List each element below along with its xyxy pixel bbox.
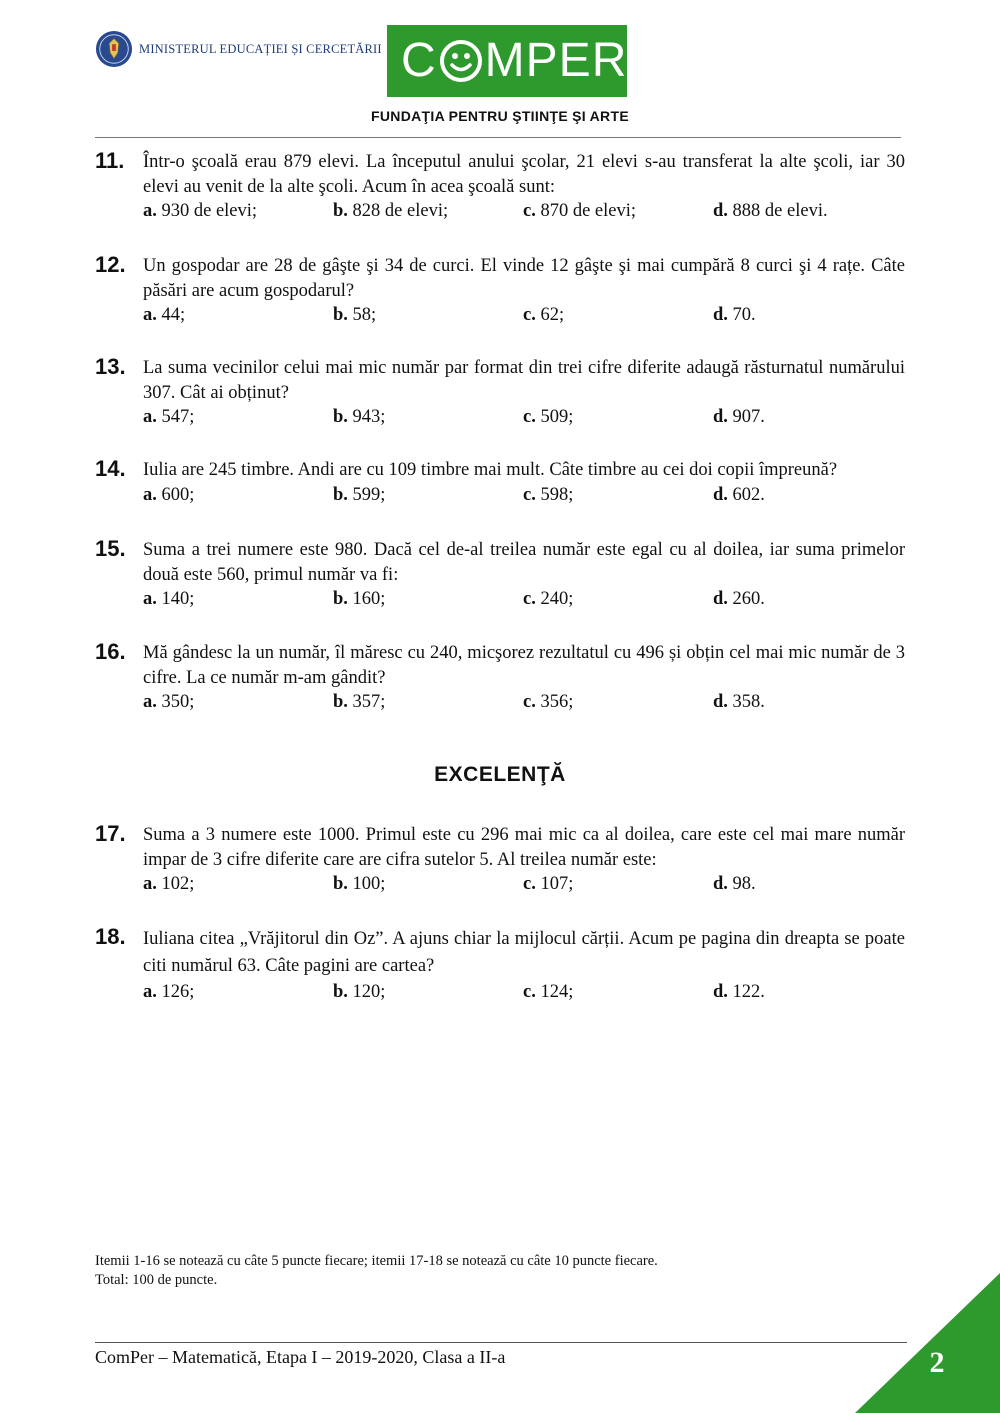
question-15 — [95, 538, 905, 612]
footer-text: ComPer – Matematică, Etapa I – 2019-2020, Clasa a II-a — [95, 1347, 506, 1367]
answer-d: d. 358. — [713, 692, 765, 712]
answer-a: a. 350; — [143, 692, 195, 712]
question-text: Într-o şcoală erau 879 elevi. La începutul anului şcolar, 21 elevi s-au transferat la alte şcoli, iar 30 elevi au venit de la alte şcoli. Acum în acea şcoală sunt: — [143, 152, 905, 197]
answer-b: b. 943; — [333, 407, 386, 427]
answer-options — [143, 199, 905, 224]
answer-b: b. 357; — [333, 692, 386, 712]
question-text: La suma vecinilor celui mai mic număr par format din trei cifre diferite adaugă răsturnatul numărului 307. Cât ai obținut? — [143, 358, 905, 403]
answer-d: d. 888 de elevi. — [713, 201, 828, 221]
foundation-title: FUNDAŢIA PENTRU ŞTIINŢE ŞI ARTE — [371, 108, 629, 124]
header-divider — [95, 137, 901, 138]
answer-a: a. 126; — [143, 982, 195, 1002]
question-number: 11. — [95, 148, 125, 173]
answer-c: c. 62; — [523, 305, 565, 325]
answer-c: c. 598; — [523, 484, 574, 505]
answer-b: b. 828 de elevi; — [333, 201, 449, 221]
question-14 — [95, 458, 905, 508]
answer-c: c. 240; — [523, 589, 574, 609]
answer-a: a. 600; — [143, 484, 195, 505]
ministry-header — [95, 30, 382, 68]
page-corner-triangle — [855, 1273, 1000, 1413]
logo-letter-c: C — [401, 34, 437, 87]
answer-options — [143, 483, 905, 508]
answer-a: a. 140; — [143, 589, 195, 609]
question-text: Mă gândesc la un număr, îl măresc cu 240, micşorez rezultatul cu 496 și obțin cel mai mic număr de 3 cifre. La ce număr m-am gândit? — [143, 643, 905, 688]
answer-d: d. 602. — [713, 484, 765, 505]
question-number: 17. — [95, 821, 126, 846]
question-11 — [95, 150, 905, 224]
question-13 — [95, 356, 905, 430]
answer-d: d. 122. — [713, 982, 765, 1002]
answer-b: b. 160; — [333, 589, 386, 609]
smiley-face-icon — [439, 39, 483, 83]
question-16 — [95, 641, 905, 715]
answer-c: c. 356; — [523, 692, 574, 712]
answer-options — [143, 872, 905, 897]
answer-b: b. 100; — [333, 874, 386, 894]
question-number: 12. — [95, 252, 126, 277]
romanian-government-crest-icon — [95, 30, 133, 68]
question-17 — [95, 823, 905, 897]
question-text: Suma a 3 numere este 1000. Primul este cu 296 mai mic ca al doilea, care este cel mai mare număr impar de 3 cifre diferite care are cifra sutelor 5. Al treilea număr este: — [143, 825, 905, 870]
answer-options — [143, 405, 905, 430]
comper-logo — [387, 25, 627, 97]
total-points-line: Total: 100 de puncte. — [95, 1272, 218, 1288]
answer-d: d. 260. — [713, 589, 765, 609]
answer-options — [143, 690, 905, 715]
answer-a: a. 44; — [143, 305, 186, 325]
answer-c: c. 870 de elevi; — [523, 201, 637, 221]
answer-a: a. 547; — [143, 407, 195, 427]
answer-options — [143, 980, 905, 1005]
question-text: Iulia are 245 timbre. Andi are cu 109 timbre mai mult. Câte timbre au cei doi copii împreună? — [143, 460, 838, 480]
question-text: Suma a trei numere este 980. Dacă cel de-al treilea număr este egal cu al doilea, iar suma primelor două este 560, primul număr va fi: — [143, 540, 905, 585]
page-number: 2 — [929, 1346, 945, 1379]
answer-c: c. 107; — [523, 874, 574, 894]
answer-b: b. 120; — [333, 982, 386, 1002]
footer-divider — [95, 1342, 907, 1343]
answer-d: d. 98. — [713, 874, 756, 894]
answer-options — [143, 303, 905, 328]
answer-c: c. 509; — [523, 407, 574, 427]
question-text: Iuliana citea „Vrăjitorul din Oz”. A ajuns chiar la mijlocul cărții. Acum pe pagina din dreapta se poate citi numărul 63. Câte pagini are cartea? — [143, 929, 905, 976]
answer-a: a. 930 de elevi; — [143, 201, 258, 221]
scoring-notes — [95, 1252, 658, 1290]
logo-letters-mper: MPER — [484, 34, 628, 87]
question-number: 15. — [95, 536, 126, 561]
ministry-name: MINISTERUL EDUCAȚIEI ȘI CERCETĂRII — [139, 41, 382, 56]
answer-a: a. 102; — [143, 874, 195, 894]
answer-d: d. 907. — [713, 407, 765, 427]
question-number: 18. — [95, 924, 126, 949]
question-18 — [95, 926, 905, 1005]
question-number: 14. — [95, 456, 126, 481]
answer-b: b. 599; — [333, 484, 386, 505]
answer-d: d. 70. — [713, 305, 756, 325]
answer-c: c. 124; — [523, 982, 574, 1002]
question-12 — [95, 254, 905, 328]
question-number: 13. — [95, 354, 126, 379]
question-text: Un gospodar are 28 de gâşte şi 34 de curci. El vinde 12 gâşte şi mai cumpără 8 curci şi 4 rațe. Câte păsări are acum gospodarul? — [143, 256, 905, 301]
answer-b: b. 58; — [333, 305, 377, 325]
question-number: 16. — [95, 639, 126, 664]
scoring-note-line: Itemii 1-16 se notează cu câte 5 puncte fiecare; itemii 17-18 se notează cu câte 10 puncte fiecare. — [95, 1253, 658, 1269]
section-title-excellence: EXCELENŢĂ — [434, 763, 566, 786]
answer-options — [143, 587, 905, 612]
